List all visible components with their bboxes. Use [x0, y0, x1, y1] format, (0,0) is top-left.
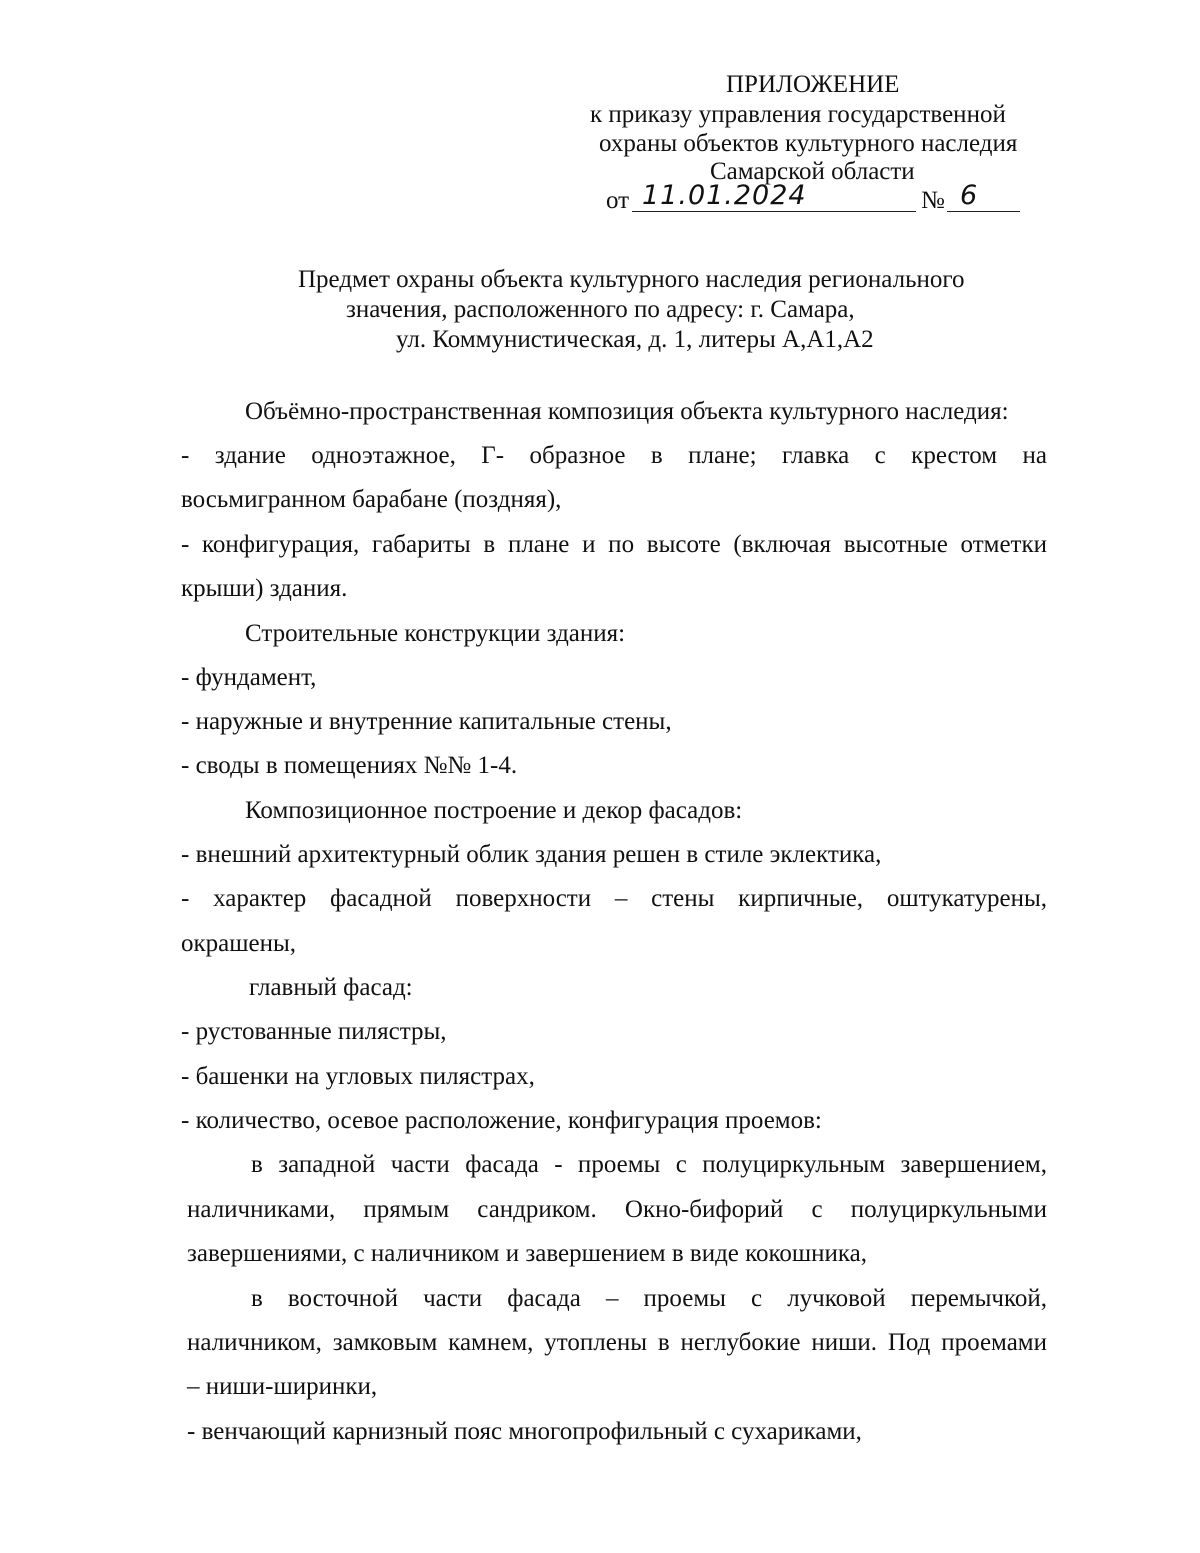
list-item-continuation: окрашены,	[181, 930, 297, 957]
handwritten-number: 6	[960, 180, 979, 211]
list-item: - наружные и внутренние капитальные стены,	[181, 708, 672, 735]
number-prefix: №	[921, 187, 945, 214]
date-prefix: от	[606, 187, 630, 214]
header-line-agency: охраны объектов культурного наследия	[599, 130, 1018, 157]
paragraph-west-line1: в западной части фасада - проемы с полуциркульным завершением,	[251, 1151, 1047, 1178]
paragraph-west-line3: завершениями, с наличником и завершением в виде кокошника,	[187, 1240, 868, 1267]
list-item: - рустованные пилястры,	[181, 1018, 447, 1045]
appendix-title: ПРИЛОЖЕНИЕ	[726, 71, 900, 98]
list-item: - внешний архитектурный облик здания решен в стиле эклектика,	[181, 841, 882, 868]
paragraph-east-line2: наличником, замковым камнем, утоплены в неглубокие ниши. Под проемами	[187, 1329, 1047, 1356]
subject-title-line3: ул. Коммунистическая, д. 1, литеры А,А1,А2	[396, 326, 874, 353]
list-item: - башенки на угловых пилястрах,	[181, 1063, 535, 1090]
number-underline	[947, 211, 1020, 212]
subject-title-line1: Предмет охраны объекта культурного наследия регионального	[298, 266, 965, 293]
list-item: - венчающий карнизный пояс многопрофильный с сухариками,	[187, 1418, 862, 1445]
section-heading-structures: Строительные конструкции здания:	[245, 620, 626, 647]
list-item: - конфигурация, габариты в плане и по высоте (включая высотные отметки	[181, 531, 1047, 558]
sub-heading-main-facade: главный фасад:	[249, 974, 413, 1001]
list-item: - количество, осевое расположение, конфигурация проемов:	[181, 1107, 822, 1134]
section-heading-facades: Композиционное построение и декор фасадов:	[245, 797, 743, 824]
list-item: - фундамент,	[181, 664, 317, 691]
subject-title-line2: значения, расположенного по адресу: г. Самара,	[346, 296, 855, 323]
date-underline	[632, 211, 916, 212]
list-item-continuation: крыши) здания.	[181, 575, 348, 602]
list-item: - характер фасадной поверхности – стены кирпичные, оштукатурены,	[181, 885, 1047, 912]
list-item: - своды в помещениях №№ 1-4.	[181, 752, 518, 779]
paragraph-east-line1: в восточной части фасада – проемы с лучковой перемычкой,	[251, 1285, 1047, 1312]
list-item: - здание одноэтажное, Г- образное в плане; главка с крестом на	[181, 442, 1047, 469]
header-line-region: Самарской области	[710, 158, 915, 185]
header-line-order: к приказу управления государственной	[590, 101, 1006, 128]
paragraph-east-line3: – ниши-ширинки,	[187, 1373, 378, 1400]
section-heading-composition: Объёмно-пространственная композиция объекта культурного наследия:	[245, 398, 1009, 425]
paragraph-west-line2: наличниками, прямым сандриком. Окно-бифорий с полуциркульными	[187, 1196, 1047, 1223]
handwritten-date: 11.01.2024	[642, 180, 807, 211]
list-item-continuation: восьмигранном барабане (поздняя),	[181, 486, 562, 513]
